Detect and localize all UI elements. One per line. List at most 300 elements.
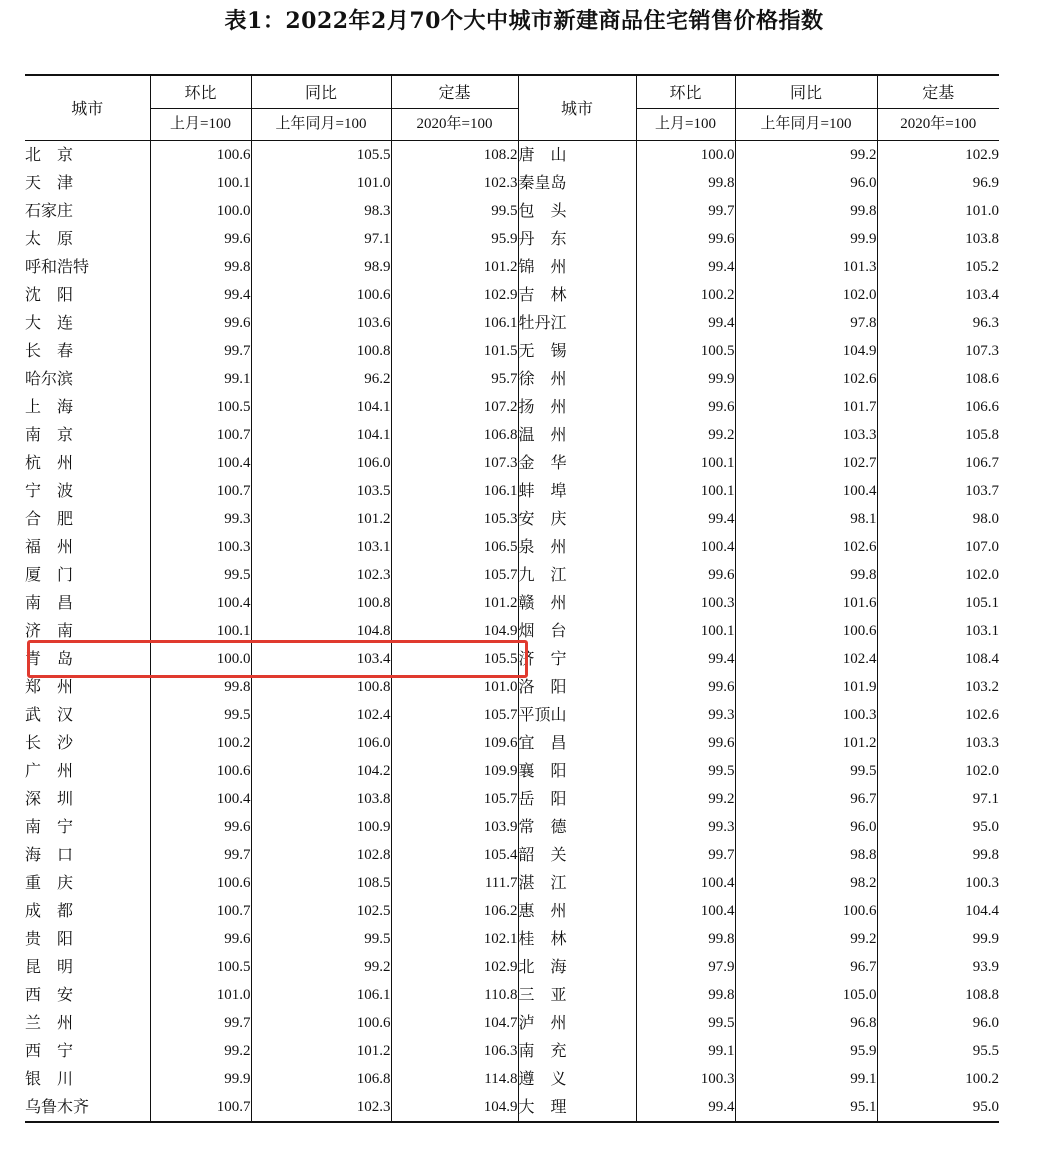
left-yoy-value: 104.1: [251, 393, 391, 421]
right-mom-value: 100.4: [636, 533, 735, 561]
left-city-name: 杭 州: [25, 453, 74, 472]
right-yoy-value: 102.4: [735, 645, 877, 673]
left-city-name: 西 安: [25, 985, 74, 1004]
left-base-value: 105.5: [391, 645, 518, 673]
table-row: [25, 1093, 999, 1122]
right-mom-value: 97.9: [636, 953, 735, 981]
right-base-value: 95.0: [877, 1093, 999, 1122]
right-mom-value: 100.3: [636, 1065, 735, 1093]
left-mom-value: 99.7: [150, 841, 251, 869]
left-yoy-value: 103.8: [251, 785, 391, 813]
left-yoy-value: 106.1: [251, 981, 391, 1009]
left-yoy-value: 99.5: [251, 925, 391, 953]
table-row: [25, 449, 999, 477]
table-row: [25, 197, 999, 225]
right-yoy-value: 101.2: [735, 729, 877, 757]
left-mom-value: 100.0: [150, 197, 251, 225]
right-yoy-value: 100.4: [735, 477, 877, 505]
left-city-name: 沈 阳: [25, 285, 74, 304]
left-yoy-value: 102.3: [251, 1093, 391, 1122]
right-mom-value: 99.7: [636, 841, 735, 869]
right-mom-value: 100.1: [636, 449, 735, 477]
left-base-value: 107.3: [391, 449, 518, 477]
right-yoy-value: 101.3: [735, 253, 877, 281]
table-row: [25, 589, 999, 617]
price-index-table: [25, 74, 999, 1123]
left-base-value: 104.9: [391, 617, 518, 645]
left-mom-value: 101.0: [150, 981, 251, 1009]
right-yoy-value: 100.6: [735, 897, 877, 925]
left-city-name: 长 沙: [25, 733, 74, 752]
right-city-name: 丹 东: [518, 229, 567, 248]
header-mom-left: 环比: [150, 75, 251, 109]
left-mom-value: 99.4: [150, 281, 251, 309]
left-mom-value: 99.9: [150, 1065, 251, 1093]
right-base-value: 100.3: [877, 869, 999, 897]
subheader-mom-left: 上月=100: [150, 109, 251, 141]
right-base-value: 96.0: [877, 1009, 999, 1037]
right-city-name: 金 华: [518, 453, 567, 472]
left-base-value: 95.7: [391, 365, 518, 393]
left-yoy-value: 100.6: [251, 1009, 391, 1037]
right-mom-value: 100.2: [636, 281, 735, 309]
right-mom-value: 99.6: [636, 393, 735, 421]
left-mom-value: 100.6: [150, 757, 251, 785]
right-yoy-value: 96.8: [735, 1009, 877, 1037]
right-base-value: 97.1: [877, 785, 999, 813]
left-base-value: 111.7: [391, 869, 518, 897]
right-mom-value: 99.5: [636, 757, 735, 785]
right-base-value: 99.8: [877, 841, 999, 869]
right-yoy-value: 101.6: [735, 589, 877, 617]
left-mom-value: 99.8: [150, 253, 251, 281]
right-mom-value: 99.4: [636, 1093, 735, 1122]
left-base-value: 106.3: [391, 1037, 518, 1065]
right-mom-value: 99.8: [636, 169, 735, 197]
right-base-value: 95.0: [877, 813, 999, 841]
right-base-value: 105.1: [877, 589, 999, 617]
right-city-name: 包 头: [518, 201, 567, 220]
right-yoy-value: 100.3: [735, 701, 877, 729]
left-city-name: 合 肥: [25, 509, 74, 528]
left-mom-value: 99.6: [150, 925, 251, 953]
left-yoy-value: 99.2: [251, 953, 391, 981]
right-base-value: 100.2: [877, 1065, 999, 1093]
left-base-value: 105.7: [391, 701, 518, 729]
left-yoy-value: 106.8: [251, 1065, 391, 1093]
right-base-value: 102.0: [877, 561, 999, 589]
right-city-name: 赣 州: [518, 593, 567, 612]
right-yoy-value: 99.1: [735, 1065, 877, 1093]
right-mom-value: 99.6: [636, 729, 735, 757]
right-yoy-value: 99.5: [735, 757, 877, 785]
left-base-value: 105.4: [391, 841, 518, 869]
left-city-name: 西 宁: [25, 1041, 74, 1060]
right-mom-value: 100.3: [636, 589, 735, 617]
left-base-value: 106.2: [391, 897, 518, 925]
left-mom-value: 99.6: [150, 309, 251, 337]
left-mom-value: 100.3: [150, 533, 251, 561]
left-base-value: 108.2: [391, 141, 518, 170]
left-base-value: 102.9: [391, 281, 518, 309]
left-mom-value: 99.6: [150, 813, 251, 841]
table-row: [25, 617, 999, 645]
left-city-name: 重 庆: [25, 873, 74, 892]
left-city-name: 郑 州: [25, 677, 74, 696]
right-city-name: 泉 州: [518, 537, 567, 556]
left-yoy-value: 97.1: [251, 225, 391, 253]
left-mom-value: 99.6: [150, 225, 251, 253]
right-city-name: 常 德: [518, 817, 567, 836]
table-row: [25, 785, 999, 813]
right-mom-value: 100.5: [636, 337, 735, 365]
right-mom-value: 99.4: [636, 253, 735, 281]
header-mom-right: 环比: [636, 75, 735, 109]
left-mom-value: 100.4: [150, 785, 251, 813]
left-mom-value: 99.7: [150, 337, 251, 365]
right-yoy-value: 99.2: [735, 925, 877, 953]
table-row: [25, 281, 999, 309]
left-mom-value: 100.7: [150, 477, 251, 505]
right-city-name: 南 充: [518, 1041, 567, 1060]
left-yoy-value: 100.8: [251, 673, 391, 701]
left-base-value: 109.9: [391, 757, 518, 785]
left-mom-value: 100.4: [150, 449, 251, 477]
table-row: [25, 757, 999, 785]
left-yoy-value: 106.0: [251, 449, 391, 477]
right-base-value: 96.3: [877, 309, 999, 337]
table-row: [25, 1009, 999, 1037]
left-yoy-value: 103.6: [251, 309, 391, 337]
right-yoy-value: 104.9: [735, 337, 877, 365]
left-mom-value: 100.4: [150, 589, 251, 617]
left-yoy-value: 103.5: [251, 477, 391, 505]
left-city-name: 南 宁: [25, 817, 74, 836]
left-city-name: 海 口: [25, 845, 74, 864]
right-city-name: 遵 义: [518, 1069, 567, 1088]
left-base-value: 102.1: [391, 925, 518, 953]
right-city-name: 济 宁: [518, 649, 567, 668]
left-city-name: 济 南: [25, 621, 74, 640]
left-yoy-value: 98.3: [251, 197, 391, 225]
right-mom-value: 99.9: [636, 365, 735, 393]
right-city-name: 秦皇岛: [518, 173, 567, 192]
right-mom-value: 99.6: [636, 673, 735, 701]
left-city-name: 深 圳: [25, 789, 74, 808]
table-row: [25, 953, 999, 981]
right-base-value: 106.7: [877, 449, 999, 477]
left-city-name: 宁 波: [25, 481, 74, 500]
right-mom-value: 100.1: [636, 477, 735, 505]
left-mom-value: 100.5: [150, 393, 251, 421]
right-mom-value: 100.0: [636, 141, 735, 170]
left-base-value: 99.5: [391, 197, 518, 225]
left-mom-value: 99.5: [150, 561, 251, 589]
right-city-name: 惠 州: [518, 901, 567, 920]
left-base-value: 102.3: [391, 169, 518, 197]
table-row: [25, 169, 999, 197]
right-mom-value: 99.8: [636, 925, 735, 953]
left-city-name: 广 州: [25, 761, 74, 780]
right-yoy-value: 96.7: [735, 953, 877, 981]
left-yoy-value: 100.9: [251, 813, 391, 841]
table-row: [25, 337, 999, 365]
right-base-value: 104.4: [877, 897, 999, 925]
left-city-name: 银 川: [25, 1069, 74, 1088]
subheader-base-left: 2020年=100: [391, 109, 518, 141]
table-row: [25, 701, 999, 729]
left-city-name: 兰 州: [25, 1013, 74, 1032]
table-body: [25, 141, 999, 1123]
left-yoy-value: 104.8: [251, 617, 391, 645]
left-city-name: 石家庄: [25, 201, 74, 220]
table-row: [25, 673, 999, 701]
right-yoy-value: 98.1: [735, 505, 877, 533]
table-row: [25, 477, 999, 505]
right-base-value: 108.8: [877, 981, 999, 1009]
left-mom-value: 99.7: [150, 1009, 251, 1037]
table-row: [25, 309, 999, 337]
left-yoy-value: 101.2: [251, 505, 391, 533]
right-mom-value: 99.6: [636, 561, 735, 589]
right-city-name: 洛 阳: [518, 677, 567, 696]
table-row: [25, 813, 999, 841]
left-base-value: 106.1: [391, 477, 518, 505]
right-yoy-value: 98.2: [735, 869, 877, 897]
left-mom-value: 99.5: [150, 701, 251, 729]
left-mom-value: 99.2: [150, 1037, 251, 1065]
header-base-left: 定基: [391, 75, 518, 109]
right-yoy-value: 96.0: [735, 169, 877, 197]
right-city-name: 宜 昌: [518, 733, 567, 752]
right-yoy-value: 99.8: [735, 197, 877, 225]
table-title: 表1：2022年2月70个大中城市新建商品住宅销售价格指数: [224, 8, 824, 34]
right-city-name: 扬 州: [518, 397, 567, 416]
left-mom-value: 100.7: [150, 421, 251, 449]
right-city-name: 岳 阳: [518, 789, 567, 808]
right-yoy-value: 95.9: [735, 1037, 877, 1065]
right-city-name: 大 理: [518, 1093, 636, 1122]
right-yoy-value: 100.6: [735, 617, 877, 645]
right-city-name: 湛 江: [518, 873, 567, 892]
right-mom-value: 99.8: [636, 981, 735, 1009]
right-base-value: 95.5: [877, 1037, 999, 1065]
right-yoy-value: 99.8: [735, 561, 877, 589]
right-city-name: 韶 关: [518, 845, 567, 864]
right-yoy-value: 96.0: [735, 813, 877, 841]
table-row: [25, 981, 999, 1009]
table-row: [25, 925, 999, 953]
left-mom-value: 100.2: [150, 729, 251, 757]
right-base-value: 106.6: [877, 393, 999, 421]
left-mom-value: 100.1: [150, 169, 251, 197]
right-city-name: 吉 林: [518, 285, 567, 304]
right-yoy-value: 102.0: [735, 281, 877, 309]
left-city-name: 武 汉: [25, 705, 74, 724]
left-base-value: 106.8: [391, 421, 518, 449]
right-yoy-value: 102.6: [735, 365, 877, 393]
right-yoy-value: 98.8: [735, 841, 877, 869]
left-base-value: 101.5: [391, 337, 518, 365]
right-base-value: 93.9: [877, 953, 999, 981]
left-city-name: 昆 明: [25, 957, 74, 976]
right-base-value: 108.4: [877, 645, 999, 673]
right-base-value: 103.1: [877, 617, 999, 645]
left-city-name: 贵 阳: [25, 929, 74, 948]
left-city-name: 福 州: [25, 537, 74, 556]
table-row: [25, 253, 999, 281]
left-yoy-value: 105.5: [251, 141, 391, 170]
table-row: [25, 841, 999, 869]
left-base-value: 104.7: [391, 1009, 518, 1037]
left-yoy-value: 104.2: [251, 757, 391, 785]
right-base-value: 108.6: [877, 365, 999, 393]
table-row: [25, 505, 999, 533]
header-base-right: 定基: [877, 75, 999, 109]
right-base-value: 103.8: [877, 225, 999, 253]
subheader-base-right: 2020年=100: [877, 109, 999, 141]
header-city-left: 城市: [25, 75, 150, 141]
right-city-name: 安 庆: [518, 509, 567, 528]
left-yoy-value: 101.2: [251, 1037, 391, 1065]
left-mom-value: 100.1: [150, 617, 251, 645]
right-yoy-value: 99.9: [735, 225, 877, 253]
left-base-value: 101.2: [391, 253, 518, 281]
right-yoy-value: 99.2: [735, 141, 877, 170]
right-yoy-value: 96.7: [735, 785, 877, 813]
right-mom-value: 100.4: [636, 897, 735, 925]
left-base-value: 102.9: [391, 953, 518, 981]
right-mom-value: 99.5: [636, 1009, 735, 1037]
left-city-name: 长 春: [25, 341, 74, 360]
right-mom-value: 99.7: [636, 197, 735, 225]
right-mom-value: 100.1: [636, 617, 735, 645]
right-yoy-value: 101.9: [735, 673, 877, 701]
subheader-yoy-left: 上年同月=100: [251, 109, 391, 141]
right-city-name: 平顶山: [518, 705, 567, 724]
left-yoy-value: 108.5: [251, 869, 391, 897]
left-yoy-value: 103.4: [251, 645, 391, 673]
right-base-value: 99.9: [877, 925, 999, 953]
left-city-name: 哈尔滨: [25, 369, 74, 388]
right-city-name: 襄 阳: [518, 761, 567, 780]
left-city-name: 上 海: [25, 397, 74, 416]
left-mom-value: 100.6: [150, 141, 251, 170]
left-yoy-value: 100.6: [251, 281, 391, 309]
table-row: [25, 421, 999, 449]
right-yoy-value: 101.7: [735, 393, 877, 421]
left-city-name: 南 京: [25, 425, 74, 444]
left-mom-value: 100.7: [150, 1093, 251, 1122]
table-row: [25, 645, 999, 673]
right-base-value: 102.6: [877, 701, 999, 729]
left-mom-value: 99.8: [150, 673, 251, 701]
right-city-name: 锦 州: [518, 257, 567, 276]
left-city-name: 天 津: [25, 173, 74, 192]
right-base-value: 103.7: [877, 477, 999, 505]
left-yoy-value: 98.9: [251, 253, 391, 281]
left-base-value: 101.0: [391, 673, 518, 701]
right-base-value: 103.2: [877, 673, 999, 701]
subheader-mom-right: 上月=100: [636, 109, 735, 141]
left-city-name: 太 原: [25, 229, 74, 248]
right-yoy-value: 102.6: [735, 533, 877, 561]
left-yoy-value: 96.2: [251, 365, 391, 393]
left-city-name: 北 京: [25, 145, 74, 164]
right-base-value: 103.3: [877, 729, 999, 757]
table-row: [25, 729, 999, 757]
left-city-name: 乌鲁木齐: [25, 1093, 150, 1122]
right-city-name: 烟 台: [518, 621, 567, 640]
left-yoy-value: 106.0: [251, 729, 391, 757]
left-base-value: 95.9: [391, 225, 518, 253]
left-city-name: 呼和浩特: [25, 257, 90, 276]
left-base-value: 105.7: [391, 561, 518, 589]
right-city-name: 牡丹江: [518, 313, 567, 332]
left-mom-value: 99.1: [150, 365, 251, 393]
left-base-value: 109.6: [391, 729, 518, 757]
left-base-value: 101.2: [391, 589, 518, 617]
right-city-name: 唐 山: [518, 145, 567, 164]
right-mom-value: 99.6: [636, 225, 735, 253]
right-base-value: 105.8: [877, 421, 999, 449]
table-row: [25, 365, 999, 393]
left-yoy-value: 100.8: [251, 589, 391, 617]
left-yoy-value: 100.8: [251, 337, 391, 365]
left-base-value: 114.8: [391, 1065, 518, 1093]
right-mom-value: 99.3: [636, 701, 735, 729]
left-base-value: 103.9: [391, 813, 518, 841]
left-base-value: 104.9: [391, 1093, 518, 1122]
left-city-name: 南 昌: [25, 593, 74, 612]
right-base-value: 102.0: [877, 757, 999, 785]
left-base-value: 105.7: [391, 785, 518, 813]
table-row: [25, 393, 999, 421]
left-base-value: 106.5: [391, 533, 518, 561]
table-row: [25, 533, 999, 561]
left-mom-value: 100.7: [150, 897, 251, 925]
right-base-value: 105.2: [877, 253, 999, 281]
right-yoy-value: 97.8: [735, 309, 877, 337]
left-mom-value: 100.5: [150, 953, 251, 981]
right-city-name: 三 亚: [518, 985, 567, 1004]
left-yoy-value: 103.1: [251, 533, 391, 561]
right-base-value: 98.0: [877, 505, 999, 533]
left-city-name: 大 连: [25, 313, 74, 332]
right-mom-value: 99.4: [636, 309, 735, 337]
left-yoy-value: 102.5: [251, 897, 391, 925]
right-yoy-value: 95.1: [735, 1093, 877, 1122]
right-city-name: 桂 林: [518, 929, 567, 948]
right-base-value: 107.0: [877, 533, 999, 561]
left-mom-value: 99.3: [150, 505, 251, 533]
header-yoy-left: 同比: [251, 75, 391, 109]
left-base-value: 110.8: [391, 981, 518, 1009]
table-row: [25, 897, 999, 925]
right-base-value: 96.9: [877, 169, 999, 197]
left-yoy-value: 102.3: [251, 561, 391, 589]
right-base-value: 103.4: [877, 281, 999, 309]
left-city-name: 厦 门: [25, 565, 74, 584]
right-yoy-value: 103.3: [735, 421, 877, 449]
left-base-value: 106.1: [391, 309, 518, 337]
right-base-value: 102.9: [877, 141, 999, 170]
table-row: [25, 141, 999, 170]
left-mom-value: 100.0: [150, 645, 251, 673]
header-city-right: 城市: [518, 75, 636, 141]
table-row: [25, 225, 999, 253]
right-city-name: 北 海: [518, 957, 567, 976]
